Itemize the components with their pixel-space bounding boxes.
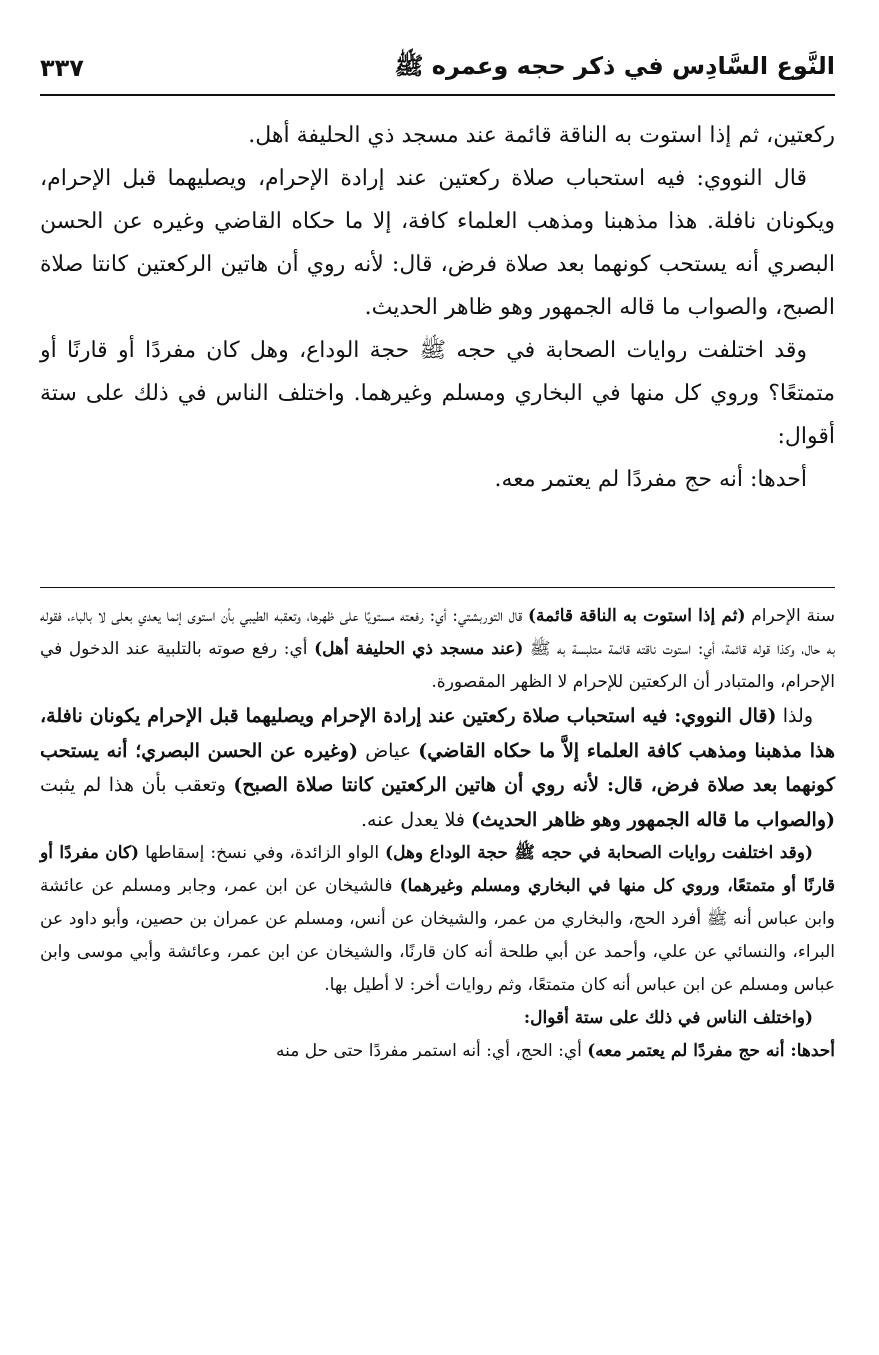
commentary-text-run: الواو الزائدة، وفي نسخ: إسقاطها — [139, 843, 386, 863]
quoted-matn: (والصواب ما قاله الجمهور وهو ظاهر الحديث) — [471, 808, 835, 831]
quoted-matn: (ثم إذا استوت به الناقة قائمة) — [528, 606, 746, 626]
main-paragraph: أحدها: أنه حج مفردًا لم يعتمر معه. — [494, 467, 807, 492]
commentary-text-run: أي: الحج، أي: أنه استمر مفردًا حتى حل منه — [275, 1041, 588, 1061]
main-paragraph: ركعتين، ثم إذا استوت به الناقة قائمة عند مسجد ذي الحليفة أهل. — [248, 123, 835, 148]
commentary-text-run: عياض — [358, 739, 419, 762]
commentary-text-run: سنة الإحرام — [745, 606, 835, 626]
commentary-paragraph — [40, 699, 835, 837]
page-header — [40, 46, 835, 90]
main-paragraph: وقد اختلفت روايات الصحابة في حجه ﷺ حجة الوداع، وهل كان مفردًا أو قارنًا أو متمتعًا؟ وروي كل منها في البخاري ومسلم وغيرهما. واختلف الناس في ذلك على ستة أقوال: — [40, 338, 835, 449]
quoted-matn: (وغيره عن الحسن البصري؛ أنه يستحب كونهما بعد صلاة فرض، قال: لأنه روي أن هاتين الركعتين كانتا صلاة الصبح) — [40, 739, 835, 796]
running-title: النَّوع السَّادِس في ذكر حجه وعمره ﷺ — [394, 51, 835, 80]
quoted-matn: (وقد اختلفت روايات الصحابة في حجه ﷺ حجة الوداع وهل) — [385, 843, 814, 863]
commentary-text-run: قال التوربشتي: أي: رفعته مستويًا على ظهرها، وتعقبه الطيبي بأن استوى إنما يعدي بعلى لا بالباء، فقوله به حال، وكذا قوله قائمة، أي: استوت ناقته قائمة متلبسة به ﷺ — [40, 606, 836, 659]
quoted-matn: أحدها: أنه حج مفردًا لم يعتمر معه) — [587, 1041, 835, 1061]
commentary-text-run: أي: رفع صوته بالتلبية عند الدخول في الإحرام، والمتبادر أن الركعتين للإحرام لا الظهر المقصورة. — [40, 639, 835, 692]
main-text — [40, 114, 835, 501]
quoted-matn: (قال النووي: فيه استحباب صلاة ركعتين عند إرادة الإحرام ويصليهما قبل الإحرام يكونان نافلة، هذا مذهبنا ومذهب كافة العلماء إلاَّ ما حكاه القاضي) — [40, 705, 835, 762]
commentary-paragraph — [40, 600, 835, 699]
commentary-text-run: فلا يعدل عنه. — [360, 808, 472, 831]
page-number: ٣٣٧ — [40, 54, 84, 82]
quoted-matn: (واختلف الناس في ذلك على ستة أقوال: — [523, 1008, 813, 1028]
header-rule — [40, 94, 835, 96]
commentary-text — [40, 600, 835, 1068]
main-paragraph: قال النووي: فيه استحباب صلاة ركعتين عند إرادة الإحرام، ويصليهما قبل الإحرام، ويكونان نافلة. هذا مذهبنا ومذهب العلماء كافة، إلا ما حكاه القاضي وغيره عن الحسن البصري أنه يستحب كونهما بعد صلاة فرض، قال: لأنه روي أن هاتين الركعتين كانتا صلاة الصبح، والصواب ما قاله الجمهور وهو ظاهر الحديث. — [40, 166, 835, 320]
commentary-paragraph — [40, 1035, 835, 1068]
commentary-text-run: ولذا — [776, 705, 813, 727]
commentary-text-run: وتعقب بأن هذا لم يثبت — [40, 774, 234, 796]
commentary-divider — [40, 587, 835, 588]
quoted-matn: (كان مفردًا أو قارنًا أو متمتعًا، وروي كل منها في البخاري ومسلم وغيرهما) — [40, 843, 835, 896]
commentary-text-run: فالشيخان عن ابن عمر، وجابر ومسلم عن عائشة وابن عباس أنه ﷺ أفرد الحج، والبخاري من عمر، والشيخان عن أنس، ومسلم عن عمران بن حصين، وأبو داود عن البراء، والنسائي عن علي، وأحمد عن أبي طلحة أنه كان قارنًا، والشيخان عن ابن عمر، وعائشة وأبي موسى وابن عباس ومسلم عن ابن عباس أنه كان متمتعًا، وثم روايات أخر: لا أطيل بها. — [40, 876, 835, 995]
quoted-matn: (عند مسجد ذي الحليفة أهل) — [314, 639, 524, 659]
commentary-paragraph — [40, 1002, 835, 1035]
commentary-paragraph — [40, 837, 835, 1002]
